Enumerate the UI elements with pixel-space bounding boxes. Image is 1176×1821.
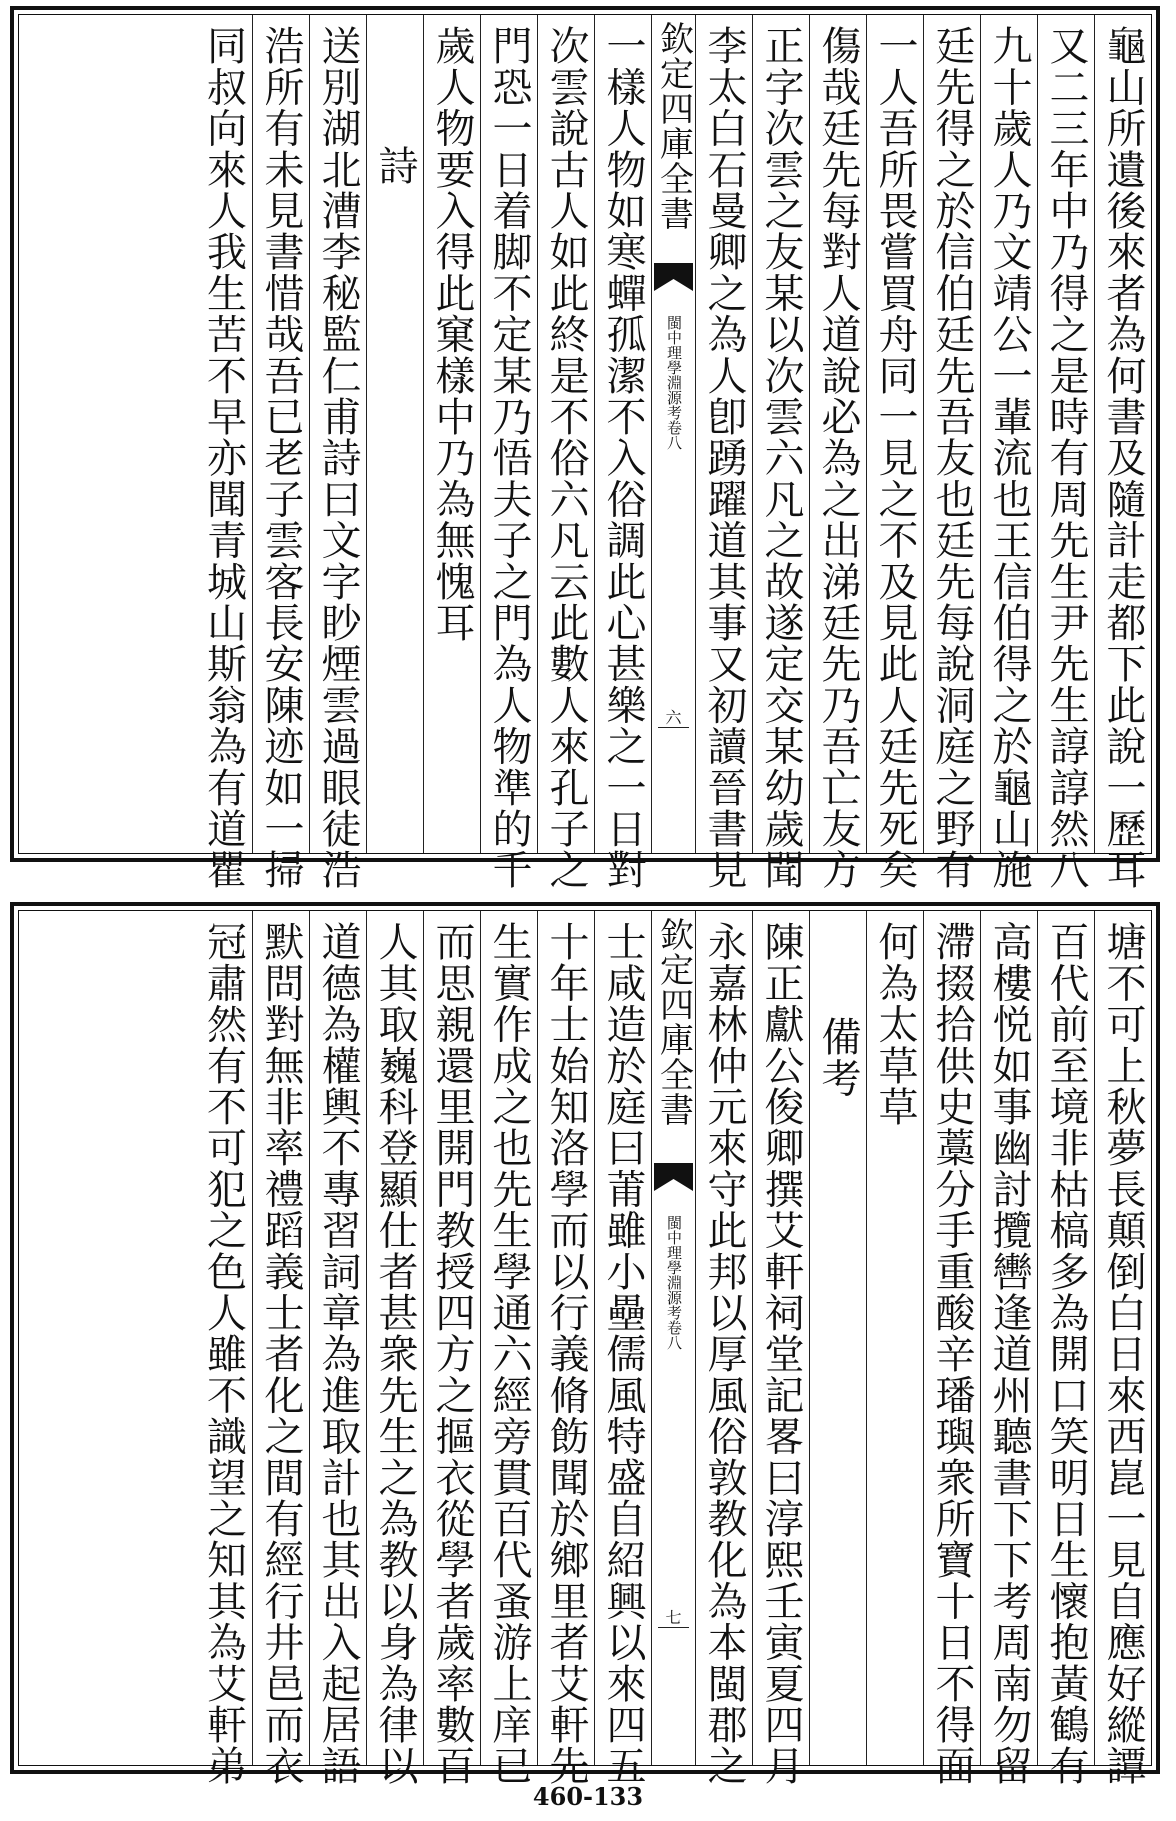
- book-subtitle-and-volume: [666, 1215, 681, 1350]
- text-column: 一人吾所畏嘗買舟同一見之不及見此人廷先死矣: [866, 15, 923, 853]
- folio-rule: [658, 1627, 689, 1628]
- folio-rule: [658, 727, 689, 728]
- book-subtitle: 閩中理學淵源考: [665, 1215, 683, 1320]
- text-column: 永嘉林仲元來守此邦以厚風俗敦教化為本閩郡之: [695, 911, 752, 1765]
- text-column: 廷先得之於信伯廷先吾友也廷先每說洞庭之野有: [923, 15, 980, 853]
- center-strip: [651, 911, 695, 1765]
- text-column: 塘不可上秋夢長顛倒白日來西崑一見自應好縱譚: [1094, 911, 1151, 1765]
- text-column: 士咸造於庭曰莆雖小壘儒風特盛自紹興以來四五: [594, 911, 651, 1765]
- volume-label: 卷八: [665, 1320, 683, 1350]
- text-column: 百代前至境非枯槁多為開口笑明日生懷抱黃鶴有: [1037, 911, 1094, 1765]
- page-number: 460-133: [532, 1782, 644, 1811]
- upper-page: [10, 6, 1160, 891]
- volume-label: 卷八: [665, 420, 683, 450]
- lower-page-frame: [18, 910, 1152, 1787]
- text-column: 李太白石曼卿之為人卽踴躍道其事又初讀晉書見: [695, 15, 752, 853]
- lower-page-columns: [19, 911, 1151, 1787]
- fishtail-ornament: [654, 263, 693, 291]
- section-heading-column: [809, 911, 866, 1765]
- book-subtitle: 閩中理學淵源考: [665, 315, 683, 420]
- section-heading-column: [366, 15, 423, 853]
- text-column: 冠肅然有不可犯之色人雖不識望之知其為艾軒弟: [200, 921, 247, 1787]
- text-column: 門恐一日着脚不定某乃悟夫子之門為人物準的千: [480, 15, 537, 853]
- section-heading: 詩: [372, 145, 418, 187]
- lower-page: [10, 902, 1160, 1787]
- book-title: 欽定四庫全書: [653, 917, 694, 1127]
- section-heading: 備考: [815, 1016, 861, 1099]
- text-column: 一樣人物如寒蟬孤潔不入俗調此心甚樂之一日對: [594, 15, 651, 853]
- text-column: 生實作成之也先生學通六經旁貫百代蚤游上庠已: [480, 911, 537, 1765]
- text-column: 歲人物要入得此窠樣中乃為無愧耳: [423, 15, 480, 853]
- folio-number: 六: [665, 708, 682, 727]
- text-column: 龜山所遺後來者為何書及隨計走都下此說一歷耳: [1094, 15, 1151, 853]
- text-column: 正字次雲之友某以次雲六凡之故遂定交某幼歲聞: [752, 15, 809, 853]
- text-column: 傷哉廷先每對人道說必為之出涕廷先乃吾亡友方: [809, 15, 866, 853]
- text-column: 同叔向來人我生苦不早亦聞青城山斯翁為有道瞿: [200, 25, 247, 891]
- text-column: 滯掇拾供史藁分手重酸辛璠璵衆所寶十日不得面: [923, 911, 980, 1765]
- upper-page-frame: [18, 14, 1152, 891]
- text-column: 送別湖北漕李秘監仁甫詩曰文字眇煙雲過眼徒浩: [309, 15, 366, 853]
- book-subtitle-and-volume: [666, 315, 681, 450]
- text-column: 何為太草草: [866, 911, 923, 1765]
- upper-page-columns: [19, 15, 1151, 891]
- text-column: 而思親還里開門教授四方之摳衣從學者歲率數百: [423, 911, 480, 1765]
- folio-number: 七: [665, 1608, 682, 1627]
- text-column: 陳正獻公俊卿撰艾軒祠堂記畧曰淳熙壬寅夏四月: [752, 911, 809, 1765]
- text-column: 道德為權輿不專習詞章為進取計也其出入起居語: [309, 911, 366, 1765]
- book-title: 欽定四庫全書: [653, 21, 694, 231]
- text-column: 默問對無非率禮蹈義士者化之間有經行井邑而衣: [252, 911, 309, 1765]
- text-column: 又二三年中乃得之是時有周先生尹先生諄諄然八: [1037, 15, 1094, 853]
- text-column: 高樓悦如事幽討攬轡逢道州聽書下下考周南勿留: [980, 911, 1037, 1765]
- fishtail-ornament: [654, 1163, 693, 1191]
- text-column: 十年士始知洛學而以行義脩飭聞於鄉里者艾軒先: [537, 911, 594, 1765]
- text-column: 人其取巍科登顯仕者甚衆先生之為教以身為律以: [366, 911, 423, 1765]
- text-column: 次雲說古人如此終是不俗六凡云此數人來孔子之: [537, 15, 594, 853]
- text-column: 九十歲人乃文靖公一輩流也王信伯得之於龜山施: [980, 15, 1037, 853]
- text-column: 浩所有未見書惜哉吾已老子雲客長安陳迹如一掃: [252, 15, 309, 853]
- center-strip: [651, 15, 695, 853]
